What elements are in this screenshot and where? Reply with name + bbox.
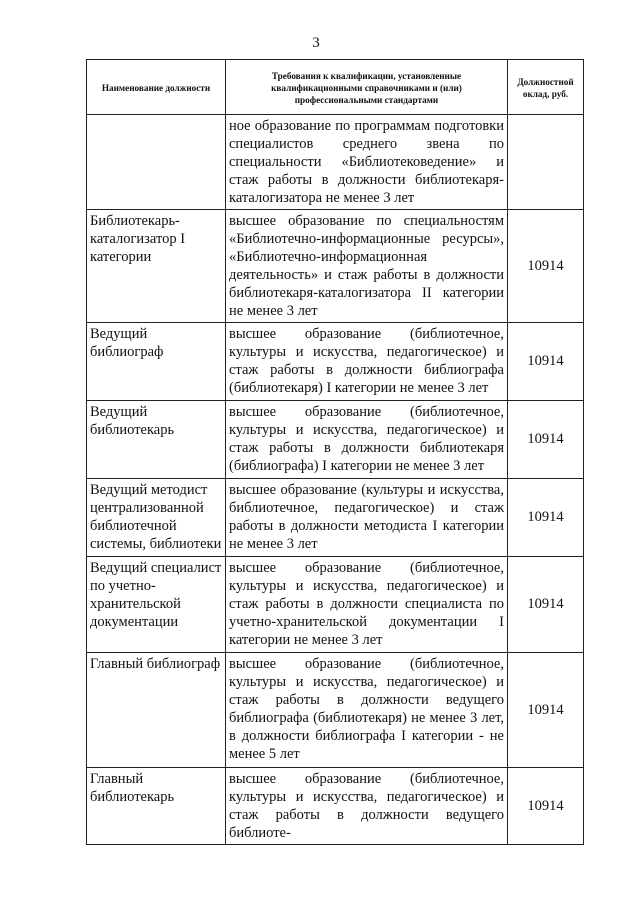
cell-requirements: высшее образование по специальностям «Библиотечно-информационные ресурсы», «Библиотечно-информационная деятельность» и стаж работы в должности библиотекаря-каталогизатора II категории не менее 3 лет	[226, 210, 508, 323]
header-salary: Должностной оклад, руб.	[508, 60, 584, 115]
table-row	[87, 115, 584, 210]
cell-requirements: высшее образование (библиотечное, культуры и искусства, педагогическое) и стаж работы в должности ведущего библиографа (библиотекаря) не менее 3 лет, в должности библиографа I категории - не менее 5 лет	[226, 653, 508, 768]
qualification-table	[86, 59, 584, 845]
cell-requirements: высшее образование (библиотечное, культуры и искусства, педагогическое) и стаж работы в должности ведущего библиоте-	[226, 768, 508, 845]
cell-salary: 10914	[508, 401, 584, 479]
table-row	[87, 768, 584, 845]
cell-position: Библиотекарь-каталогизатор I категории	[87, 210, 226, 323]
cell-requirements: высшее образование (библиотечное, культуры и искусства, педагогическое) и стаж работы в должности библиографа (библиотекаря) I категории не менее 3 лет	[226, 323, 508, 401]
page-number: 3	[312, 35, 320, 51]
table-row	[87, 557, 584, 653]
table-row	[87, 401, 584, 479]
cell-salary: 10914	[508, 210, 584, 323]
cell-position: Ведущий библиотекарь	[87, 401, 226, 479]
cell-position: Главный библиограф	[87, 653, 226, 768]
cell-requirements: ное образование по программам подготовки специалистов среднего звена по специальности «Библиотековедение» и стаж работы в должности библиотекаря-каталогизатора не менее 3 лет	[226, 115, 508, 210]
cell-salary: 10914	[508, 479, 584, 557]
cell-salary: 10914	[508, 323, 584, 401]
table-header-row	[87, 60, 584, 115]
cell-position: Ведущий методист централизованной библиотечной системы, библиотеки	[87, 479, 226, 557]
header-position: Наименование должности	[87, 60, 226, 115]
cell-position: Ведущий специалист по учетно-хранительской документации	[87, 557, 226, 653]
cell-requirements: высшее образование (культуры и искусства, библиотечное, педагогическое) и стаж работы в должности методиста I категории не менее 3 лет	[226, 479, 508, 557]
cell-requirements: высшее образование (библиотечное, культуры и искусства, педагогическое) и стаж работы в должности библиотекаря (библиографа) I категории не менее 3 лет	[226, 401, 508, 479]
cell-salary: 10914	[508, 768, 584, 845]
table-row	[87, 210, 584, 323]
cell-position: Ведущий библиограф	[87, 323, 226, 401]
cell-position	[87, 115, 226, 210]
cell-salary: 10914	[508, 653, 584, 768]
cell-salary	[508, 115, 584, 210]
header-requirements: Требования к квалификации, установленные квалификационными справочниками и (или) профессиональными стандартами	[226, 60, 508, 115]
cell-salary: 10914	[508, 557, 584, 653]
table-row	[87, 653, 584, 768]
table-row	[87, 479, 584, 557]
cell-requirements: высшее образование (библиотечное, культуры и искусства, педагогическое) и стаж работы в должности специалиста по учетно-хранительской документации I категории не менее 3 лет	[226, 557, 508, 653]
table-row	[87, 323, 584, 401]
cell-position: Главный библиотекарь	[87, 768, 226, 845]
